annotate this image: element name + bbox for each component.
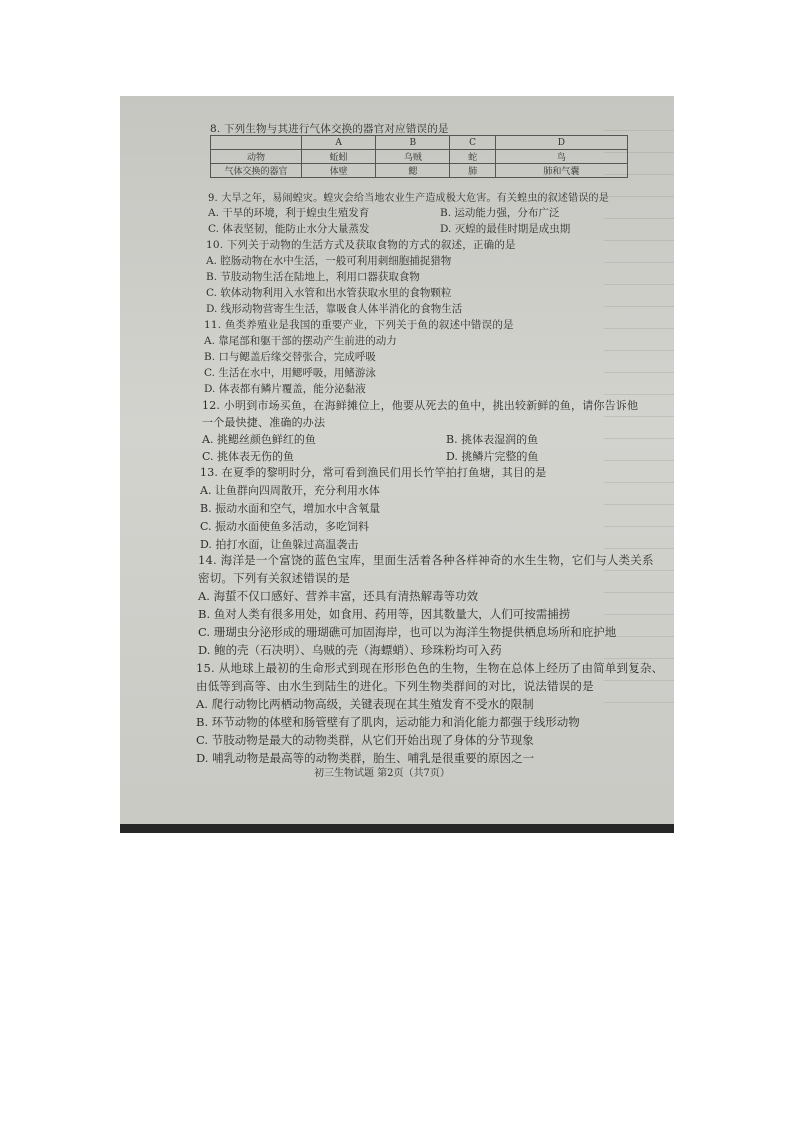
table-row [211, 150, 628, 164]
table-cell: 肺 [450, 164, 495, 178]
q13-option-b: B. 振动水面和空气，增加水中含氧量 [200, 502, 381, 515]
table-cell: 蛇 [450, 150, 495, 164]
q12-stem-line1: 12. 小明到市场买鱼，在海鲜摊位上，他要从死去的鱼中，挑出较新鲜的鱼，请你告诉他 [202, 399, 639, 412]
q13-option-c: C. 振动水面使鱼多活动，多吃饲料 [200, 520, 370, 533]
page-footer: 初三生物试题 第2页（共7页） [314, 768, 450, 779]
q12-stem-line2: 一个最快捷、准确的办法 [202, 416, 326, 429]
q14-option-c: C. 珊瑚虫分泌形成的珊瑚礁可加固海岸，也可以为海洋生物提供栖息场所和庇护地 [198, 625, 617, 639]
q15-option-c: C. 节肢动物是最大的动物类群，从它们开始出现了身体的分节现象 [196, 733, 534, 747]
q9-option-d: D. 灭蝗的最佳时期是成虫期 [440, 223, 571, 235]
q15-stem-line1: 15. 从地球上最初的生命形式到现在形形色色的生物，生物在总体上经历了由简单到复杂、 [196, 661, 664, 675]
table-cell: 肺和气囊 [495, 164, 627, 178]
q13-stem: 13. 在夏季的黎明时分，常可看到渔民们用长竹竿拍打鱼塘，其目的是 [200, 466, 547, 479]
q10-stem: 10. 下列关于动物的生活方式及获取食物的方式的叙述，正确的是 [206, 239, 516, 251]
q11-stem: 11. 鱼类养殖业是我国的重要产业，下列关于鱼的叙述中错误的是 [204, 319, 514, 331]
q9-stem: 9. 大旱之年，易闹蝗灾。蝗灾会给当地农业生产造成极大危害。有关蝗虫的叙述错误的是 [208, 193, 609, 204]
q15-option-a: A. 爬行动物比两栖动物高级，关键表现在其生殖发育不受水的限制 [196, 697, 534, 711]
q13-option-d: D. 拍打水面，让鱼躲过高温袭击 [200, 538, 359, 551]
q10-option-c: C. 软体动物利用入水管和出水管获取水里的食物颗粒 [206, 287, 452, 299]
q10-option-d: D. 线形动物营寄生生活，靠吸食人体半消化的食物生活 [206, 303, 463, 315]
q10-option-b: B. 节肢动物生活在陆地上，利用口器获取食物 [206, 271, 420, 283]
q12-option-b: B. 挑体表湿润的鱼 [446, 433, 539, 446]
q15-option-b: B. 环节动物的体壁和肠管壁有了肌肉，运动能力和消化能力都强于线形动物 [196, 715, 580, 729]
q11-option-c: C. 生活在水中，用鳃呼吸，用鳍游泳 [204, 367, 376, 379]
table-cell: A [302, 136, 376, 150]
exam-page-content [120, 96, 674, 833]
q9-option-a: A. 干旱的环境，利于蝗虫生殖发育 [208, 207, 370, 219]
q14-option-b: B. 鱼对人类有很多用处，如食用、药用等，因其数量大，人们可按需捕捞 [198, 607, 571, 621]
q9-option-c: C. 体表坚韧，能防止水分大量蒸发 [208, 223, 370, 235]
table-cell: 乌贼 [376, 150, 450, 164]
q14-stem-line1: 14. 海洋是一个富饶的蓝色宝库，里面生活着各种各样神奇的水生生物，它们与人类关系 [198, 553, 654, 567]
q8-stem: 8. 下列生物与其进行气体交换的器官对应错误的是 [210, 123, 449, 135]
q14-option-a: A. 海蜇不仅口感好、营养丰富，还具有清热解毒等功效 [198, 589, 479, 603]
table-cell: 体壁 [302, 164, 376, 178]
q13-option-a: A. 让鱼群向四周散开，充分利用水体 [200, 484, 380, 497]
q10-option-a: A. 腔肠动物在水中生活，一般可利用刺细胞捕捉猎物 [206, 255, 452, 267]
q15-stem-line2: 由低等到高等、由水生到陆生的进化。下列生物类群间的对比，说法错误的是 [196, 679, 594, 693]
gas-exchange-table [210, 135, 628, 178]
table-cell: 鳃 [376, 164, 450, 178]
q9-option-b: B. 运动能力强，分布广泛 [440, 207, 560, 219]
q14-option-d: D. 鲍的壳（石决明）、乌贼的壳（海螵蛸）、珍珠粉均可入药 [198, 643, 502, 657]
scanned-exam-photo [120, 96, 674, 833]
table-cell [211, 136, 302, 150]
table-row [211, 164, 628, 178]
q12-option-c: C. 挑体表无伤的鱼 [202, 450, 295, 463]
q12-option-d: D. 挑鳞片完整的鱼 [446, 450, 539, 463]
q11-option-a: A. 靠尾部和躯干部的摆动产生前进的动力 [204, 335, 397, 347]
table-cell: B [376, 136, 450, 150]
table-cell: 动物 [211, 150, 302, 164]
table-cell: 气体交换的器官 [211, 164, 302, 178]
table-cell: D [495, 136, 627, 150]
table-cell: 蚯蚓 [302, 150, 376, 164]
q11-option-d: D. 体表都有鳞片覆盖，能分泌黏液 [204, 383, 366, 395]
table-header-row [211, 136, 628, 150]
q15-option-d: D. 哺乳动物是最高等的动物类群，胎生、哺乳是很重要的原因之一 [196, 751, 535, 765]
table-cell: 鸟 [495, 150, 627, 164]
q11-option-b: B. 口与鳃盖后缘交替张合，完成呼吸 [204, 351, 376, 363]
q14-stem-line2: 密切。下列有关叙述错误的是 [198, 571, 351, 585]
photo-shadow-edge [120, 824, 674, 833]
q12-option-a: A. 挑鳃丝颜色鲜红的鱼 [202, 433, 316, 446]
table-cell: C [450, 136, 495, 150]
